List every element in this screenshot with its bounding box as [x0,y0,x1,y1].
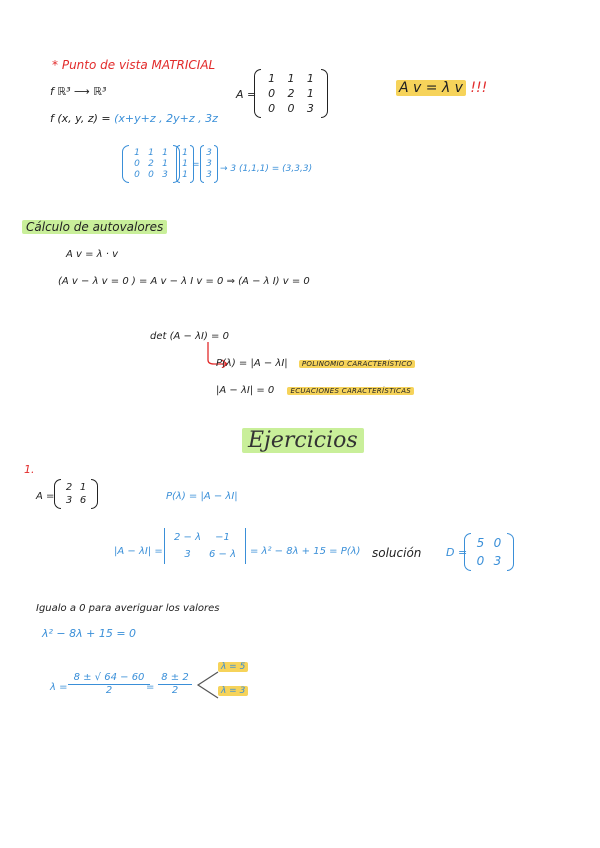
matrix-cell: 0 [493,536,502,550]
fraction-2-den: 2 [171,685,179,696]
ex-P-def: P(λ) = |A − λI| [166,491,238,502]
det-cell: 2 − λ [173,532,202,543]
ex-det-lhs: |A − λI| = [114,546,163,557]
key-formula [396,80,487,96]
matrix-cell: 0 [268,102,276,115]
matrix-cell: 1 [79,482,87,493]
ejercicios-heading-text: Ejercicios [242,428,364,453]
poly-line [216,358,415,369]
vector-cell: 3 [206,170,212,180]
matrix-cell: 0 [134,159,140,169]
fraction-2-num: 8 ± 2 [158,672,192,685]
ejercicios-heading [242,428,364,453]
branch-icon [196,670,220,700]
calc-heading [22,220,167,234]
matrix-cell: 1 [162,159,168,169]
fraction-eq: = [146,682,155,693]
D-label: D = [446,546,468,559]
key-formula-text: A v = λ v [396,80,466,96]
vector-cell: 1 [182,159,188,169]
mult-tail: → 3 (1,1,1) = (3,3,3) [220,164,313,174]
eqs-tag: ECUACIONES CARACTERÍSTICAS [287,387,414,395]
matrix-cell: 3 [65,495,73,506]
lambda-lhs: λ = [50,682,68,693]
root-2-text: λ = 3 [218,686,248,696]
matrix-cell: 1 [306,72,314,85]
mult-equals: = [192,160,200,170]
matrix-cell: 0 [268,87,276,100]
vector-cell: 1 [182,170,188,180]
ex-matrix-A [62,482,90,506]
function-lhs: f (x, y, z) = [50,112,111,125]
key-formula-exclam: !!! [470,80,488,96]
matrix-cell: 1 [306,87,314,100]
D-matrix [472,536,506,568]
title-text: Punto de vista MATRICIAL [61,58,216,72]
ex-det-matrix [170,532,240,560]
matrix-A-label: A = [236,88,257,101]
fraction-1 [68,672,150,696]
matrix-cell: 2 [287,87,295,100]
matrix-cell: 0 [287,102,295,115]
det-cell: 6 − λ [208,549,237,560]
calc-eq1: A v = λ · v [66,249,119,260]
matrix-cell: 1 [162,148,168,158]
matrix-cell: 5 [476,536,485,550]
ex-A-label: A = [36,491,55,502]
matrix-cell: 1 [268,72,276,85]
eqs-line [216,385,414,396]
matrix-cell: 2 [65,482,73,493]
matrix-cell: 3 [493,554,502,568]
vector-cell: 3 [206,148,212,158]
exercise-number: 1. [24,463,35,476]
det-cell: 3 [184,549,191,560]
matrix-cell: 3 [306,102,314,115]
quadratic-eq: λ² − 8λ + 15 = 0 [42,627,137,640]
poly-tag: POLINOMIO CARACTERÍSTICO [299,360,416,368]
vector-cell: 1 [182,148,188,158]
calc-heading-text: Cálculo de autovalores [22,220,167,234]
root-1-text: λ = 5 [218,662,248,672]
matrix-cell: 1 [134,148,140,158]
mult-result [204,148,214,180]
matrix-cell: 0 [134,170,140,180]
sol-label: solución [372,546,422,560]
det-line: det (A − λI) = 0 [150,331,229,342]
asterisk-icon: * [52,58,58,72]
igualo-text: Igualo a 0 para averiguar los valores [36,603,220,614]
vector-cell: 3 [206,159,212,169]
function-definition [50,112,218,125]
matrix-cell: 1 [148,148,154,158]
eqs-lhs: |A − λI| = 0 [216,385,275,396]
det-cell: −1 [215,532,230,543]
root-2 [218,686,248,696]
matrix-cell: 0 [148,170,154,180]
fraction-1-den: 2 [105,685,113,696]
matrix-cell: 2 [148,159,154,169]
matrix-cell: 6 [79,495,87,506]
mult-matrix [130,148,172,180]
ex-det-rhs: = λ² − 8λ + 15 = P(λ) [250,546,361,557]
section-title-matricial [52,58,215,72]
matrix-cell: 1 [287,72,295,85]
matrix-A [262,72,320,115]
map-line: f ℝ³ ⟶ ℝ³ [50,85,107,98]
matrix-cell: 0 [476,554,485,568]
matrix-cell: 3 [162,170,168,180]
function-rhs: (x+y+z , 2y+z , 3z [114,112,218,125]
mult-vector [180,148,190,180]
fraction-2 [158,672,192,696]
root-1 [218,662,248,672]
fraction-1-num: 8 ± √ 64 − 60 [68,672,150,685]
calc-eq2: (A v − λ v = 0 ) = A v − λ I v = 0 ⇒ (A − λ I) v = 0 [58,276,310,287]
poly-lhs: P(λ) = |A − λI| [216,358,288,369]
